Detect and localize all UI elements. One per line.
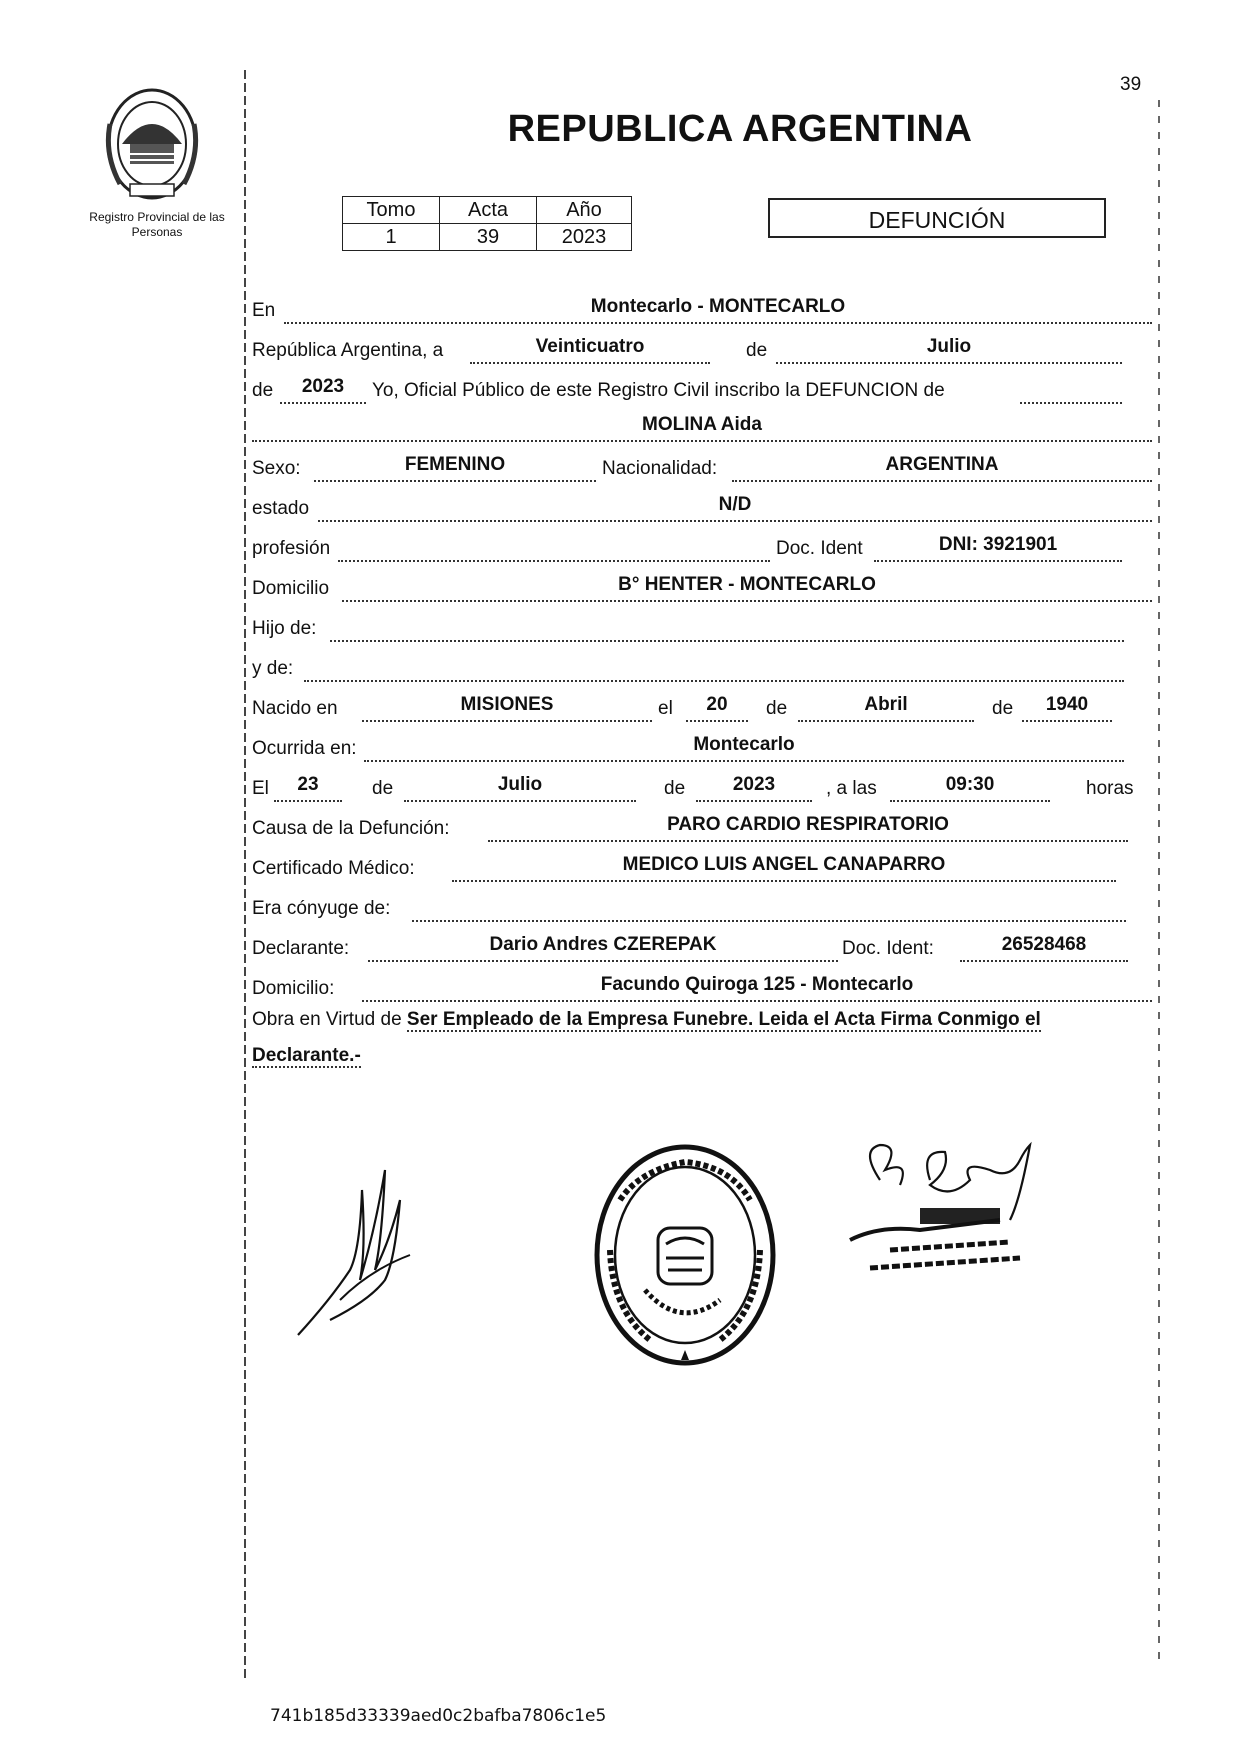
field-death-month: Julio [404, 770, 636, 802]
line-place [252, 292, 1152, 326]
field-estado: N/D [318, 490, 1152, 522]
document-type-box: DEFUNCIÓN [768, 198, 1106, 238]
label-causa: Causa de la Defunción: [252, 818, 450, 839]
line-hijo-de [252, 610, 1152, 644]
line-estado [252, 490, 1152, 524]
line-nacido [252, 690, 1152, 724]
field-certificado: MEDICO LUIS ANGEL CANAPARRO [452, 850, 1116, 882]
label-de: de [766, 698, 788, 719]
line-year [252, 372, 1152, 406]
field-death-day: 23 [274, 770, 342, 802]
field-blank [1020, 372, 1122, 404]
registry-name: Registro Provincial de las Personas [89, 210, 225, 239]
obra-text: Ser Empleado de la Empresa Funebre. Leida el Acta Firma Conmigo el [406, 1009, 1041, 1030]
line-profesion [252, 530, 1152, 564]
field-birth-place: MISIONES [362, 690, 652, 722]
field-declarante-doc: 26528468 [960, 930, 1128, 962]
field-domicilio: B° HENTER - MONTECARLO [342, 570, 1152, 602]
label-ocurrida-en: Ocurrida en: [252, 738, 357, 759]
line-domicilio [252, 570, 1152, 604]
field-birth-day: 20 [686, 690, 748, 722]
field-place: Montecarlo - MONTECARLO [284, 292, 1152, 324]
label-republica: República Argentina, a [252, 340, 444, 361]
field-hijo-de [330, 610, 1124, 642]
page-number: 39 [1120, 74, 1142, 95]
registry-stamp [590, 1140, 780, 1370]
label-de: de [746, 340, 768, 361]
header-tomo: Tomo [343, 197, 440, 224]
label-obra: Obra en Virtud de [252, 1009, 402, 1030]
field-deceased-name: MOLINA Aida [252, 410, 1152, 442]
label-en: En [252, 300, 276, 321]
label-sexo: Sexo: [252, 458, 301, 479]
field-doc-ident: DNI: 3921901 [874, 530, 1122, 562]
left-margin-line [244, 70, 246, 1680]
label-y-de: y de: [252, 658, 294, 679]
line-ocurrida [252, 730, 1152, 764]
line-causa [252, 810, 1152, 844]
header-acta: Acta [440, 197, 537, 224]
label-de: de [664, 778, 686, 799]
line-sexo [252, 450, 1152, 484]
label-estado: estado [252, 498, 310, 519]
field-death-year: 2023 [696, 770, 812, 802]
official-signature [840, 1140, 1080, 1290]
obra-text-2: Declarante.- [252, 1045, 361, 1066]
value-acta: 39 [440, 224, 537, 251]
line-death-date [252, 770, 1152, 804]
label-certificado: Certificado Médico: [252, 858, 415, 879]
value-anio: 2023 [537, 224, 632, 251]
label-domicilio: Domicilio: [252, 978, 335, 999]
field-birth-month: Abril [798, 690, 974, 722]
field-conyuge [412, 890, 1126, 922]
label-el: El [252, 778, 269, 799]
field-death-time: 09:30 [890, 770, 1050, 802]
line-conyuge [252, 890, 1152, 924]
right-margin-line [1158, 100, 1160, 1660]
label-doc-ident: Doc. Ident [776, 538, 863, 559]
label-yo-oficial: Yo, Oficial Público de este Registro Civil inscribo la DEFUNCION de [372, 380, 945, 401]
page-title: REPUBLICA ARGENTINA [507, 108, 973, 150]
label-profesion: profesión [252, 538, 331, 559]
label-domicilio: Domicilio [252, 578, 330, 599]
field-ocurrida-en: Montecarlo [364, 730, 1124, 762]
line-y-de [252, 650, 1152, 684]
field-nacionalidad: ARGENTINA [732, 450, 1152, 482]
obra-paragraph [252, 1002, 1152, 1074]
field-year: 2023 [280, 372, 366, 404]
field-profesion [338, 530, 770, 562]
field-declarante-domicilio: Facundo Quiroga 125 - Montecarlo [362, 970, 1152, 1002]
header-anio: Año [537, 197, 632, 224]
line-date [252, 332, 1152, 366]
record-table [342, 196, 632, 251]
label-nacionalidad: Nacionalidad: [602, 458, 718, 479]
line-declarante [252, 930, 1152, 964]
field-declarante: Dario Andres CZEREPAK [368, 930, 838, 962]
field-y-de [304, 650, 1124, 682]
declarant-signature [290, 1150, 440, 1350]
label-conyuge: Era cónyuge de: [252, 898, 391, 919]
line-declarante-domicilio [252, 970, 1152, 1004]
field-sexo: FEMENINO [314, 450, 596, 482]
label-hijo-de: Hijo de: [252, 618, 317, 639]
provincial-seal-icon [100, 84, 204, 202]
field-day-text: Veinticuatro [470, 332, 710, 364]
field-birth-year: 1940 [1022, 690, 1112, 722]
field-causa: PARO CARDIO RESPIRATORIO [488, 810, 1128, 842]
label-a-las: , a las [826, 778, 877, 799]
label-de: de [372, 778, 394, 799]
label-doc-ident: Doc. Ident: [842, 938, 934, 959]
document-hash: 741b185d33339aed0c2bafba7806c1e5 [270, 1706, 607, 1726]
line-name [252, 410, 1152, 444]
label-de: de [992, 698, 1014, 719]
value-tomo: 1 [343, 224, 440, 251]
field-month: Julio [776, 332, 1122, 364]
label-horas: horas [1086, 778, 1134, 799]
label-el: el [658, 698, 673, 719]
label-declarante: Declarante: [252, 938, 350, 959]
label-nacido-en: Nacido en [252, 698, 338, 719]
label-de: de [252, 380, 274, 401]
line-certificado [252, 850, 1152, 884]
